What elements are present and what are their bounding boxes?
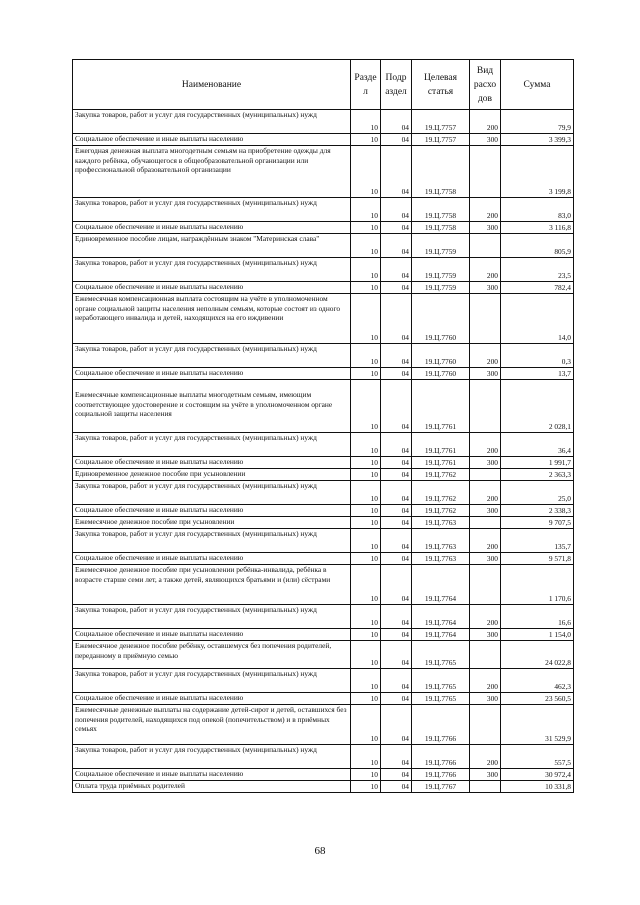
cell-razdel: 10: [351, 380, 381, 433]
table-row: [73, 745, 574, 769]
cell-podrazdel: 04: [381, 629, 412, 641]
cell-name: Ежегодная денежная выплата многодетным семьям на приобретение одежды для каждого ребёнка, обучающегося в общеобразовательной организации или профессиональной образовательной организации: [73, 146, 351, 198]
cell-tselevaya-statya: 19.Ц.7765: [412, 693, 470, 705]
table-row: [73, 110, 574, 134]
cell-razdel: 10: [351, 469, 381, 481]
cell-vid-raskhodov: [470, 294, 501, 344]
table-row: [73, 368, 574, 380]
cell-podrazdel: 04: [381, 282, 412, 294]
cell-name: Закупка товаров, работ и услуг для государственных (муниципальных) нужд: [73, 433, 351, 457]
cell-podrazdel: 04: [381, 565, 412, 605]
cell-podrazdel: 04: [381, 344, 412, 368]
cell-razdel: 10: [351, 745, 381, 769]
cell-summa: 83,0: [501, 198, 574, 222]
cell-summa: 10 331,8: [501, 781, 574, 793]
cell-summa: 25,0: [501, 481, 574, 505]
cell-tselevaya-statya: 19.Ц.7764: [412, 629, 470, 641]
table-row: [73, 258, 574, 282]
cell-vid-raskhodov: 300: [470, 769, 501, 781]
cell-podrazdel: 04: [381, 481, 412, 505]
cell-vid-raskhodov: [470, 705, 501, 745]
header-name: Наименование: [73, 60, 351, 110]
cell-name: Ежемесячное денежное пособие при усыновлении: [73, 517, 351, 529]
cell-razdel: 10: [351, 781, 381, 793]
cell-vid-raskhodov: 300: [470, 505, 501, 517]
cell-vid-raskhodov: 300: [470, 629, 501, 641]
cell-tselevaya-statya: 19.Ц.7764: [412, 605, 470, 629]
header-tselevaya-statya: Целевая статья: [412, 60, 470, 110]
cell-summa: 16,6: [501, 605, 574, 629]
cell-podrazdel: 04: [381, 781, 412, 793]
cell-tselevaya-statya: 19.Ц.7762: [412, 481, 470, 505]
cell-tselevaya-statya: 19.Ц.7761: [412, 457, 470, 469]
cell-tselevaya-statya: 19.Ц.7758: [412, 198, 470, 222]
cell-razdel: 10: [351, 517, 381, 529]
cell-name: Социальное обеспечение и иные выплаты населению: [73, 368, 351, 380]
table-row: [73, 433, 574, 457]
cell-name: Социальное обеспечение и иные выплаты населению: [73, 769, 351, 781]
cell-name: Социальное обеспечение и иные выплаты населению: [73, 693, 351, 705]
table-row: [73, 198, 574, 222]
cell-podrazdel: 04: [381, 641, 412, 669]
cell-podrazdel: 04: [381, 380, 412, 433]
cell-name: Единовременное пособие лицам, награждённым знаком "Материнская слава": [73, 234, 351, 258]
cell-summa: 1 154,0: [501, 629, 574, 641]
table-row: [73, 344, 574, 368]
cell-razdel: 10: [351, 481, 381, 505]
cell-name: Закупка товаров, работ и услуг для государственных (муниципальных) нужд: [73, 529, 351, 553]
cell-tselevaya-statya: 19.Ц.7766: [412, 745, 470, 769]
cell-vid-raskhodov: 200: [470, 433, 501, 457]
cell-podrazdel: 04: [381, 529, 412, 553]
cell-tselevaya-statya: 19.Ц.7762: [412, 469, 470, 481]
table-row: [73, 380, 574, 433]
cell-summa: 557,5: [501, 745, 574, 769]
cell-tselevaya-statya: 19.Ц.7766: [412, 705, 470, 745]
cell-summa: 805,9: [501, 234, 574, 258]
table-row: [73, 294, 574, 344]
table-row: [73, 505, 574, 517]
cell-tselevaya-statya: 19.Ц.7758: [412, 146, 470, 198]
cell-podrazdel: 04: [381, 705, 412, 745]
table-row: [73, 146, 574, 198]
cell-podrazdel: 04: [381, 234, 412, 258]
cell-vid-raskhodov: 200: [470, 745, 501, 769]
cell-vid-raskhodov: [470, 517, 501, 529]
cell-name: Оплата труда приёмных родителей: [73, 781, 351, 793]
cell-razdel: 10: [351, 505, 381, 517]
cell-razdel: 10: [351, 529, 381, 553]
table-row: [73, 605, 574, 629]
budget-table: [72, 59, 574, 793]
table-row: [73, 553, 574, 565]
cell-tselevaya-statya: 19.Ц.7759: [412, 234, 470, 258]
cell-tselevaya-statya: 19.Ц.7760: [412, 368, 470, 380]
cell-vid-raskhodov: 200: [470, 110, 501, 134]
cell-vid-raskhodov: 200: [470, 669, 501, 693]
cell-summa: 1 991,7: [501, 457, 574, 469]
cell-podrazdel: 04: [381, 769, 412, 781]
cell-summa: 0,3: [501, 344, 574, 368]
cell-name: Социальное обеспечение и иные выплаты населению: [73, 629, 351, 641]
cell-vid-raskhodov: 200: [470, 605, 501, 629]
cell-tselevaya-statya: 19.Ц.7760: [412, 294, 470, 344]
table-row: [73, 641, 574, 669]
cell-vid-raskhodov: 200: [470, 344, 501, 368]
table-row: [73, 222, 574, 234]
table-row: [73, 234, 574, 258]
cell-name: Ежемесячное денежное пособие при усыновлении ребёнка-инвалида, ребёнка в возрасте старше семи лет, а также детей, являющихся братьями и (или) сёстрами: [73, 565, 351, 605]
cell-name: Социальное обеспечение и иные выплаты населению: [73, 457, 351, 469]
cell-vid-raskhodov: 200: [470, 198, 501, 222]
cell-summa: 462,3: [501, 669, 574, 693]
cell-summa: 2 363,3: [501, 469, 574, 481]
cell-tselevaya-statya: 19.Ц.7761: [412, 380, 470, 433]
cell-podrazdel: 04: [381, 517, 412, 529]
cell-razdel: 10: [351, 294, 381, 344]
cell-podrazdel: 04: [381, 368, 412, 380]
cell-podrazdel: 04: [381, 605, 412, 629]
cell-summa: 79,9: [501, 110, 574, 134]
page-number: 68: [314, 845, 326, 857]
cell-name: Социальное обеспечение и иные выплаты населению: [73, 553, 351, 565]
cell-podrazdel: 04: [381, 134, 412, 146]
cell-podrazdel: 04: [381, 433, 412, 457]
cell-razdel: 10: [351, 565, 381, 605]
cell-name: Социальное обеспечение и иные выплаты населению: [73, 282, 351, 294]
cell-vid-raskhodov: 300: [470, 134, 501, 146]
cell-vid-raskhodov: 200: [470, 258, 501, 282]
cell-vid-raskhodov: 300: [470, 282, 501, 294]
cell-tselevaya-statya: 19.Ц.7767: [412, 781, 470, 793]
cell-name: Закупка товаров, работ и услуг для государственных (муниципальных) нужд: [73, 481, 351, 505]
cell-name: Закупка товаров, работ и услуг для государственных (муниципальных) нужд: [73, 669, 351, 693]
cell-summa: 3 199,8: [501, 146, 574, 198]
cell-razdel: 10: [351, 629, 381, 641]
cell-podrazdel: 04: [381, 198, 412, 222]
cell-vid-raskhodov: 300: [470, 368, 501, 380]
cell-name: Социальное обеспечение и иные выплаты населению: [73, 505, 351, 517]
cell-name: Закупка товаров, работ и услуг для государственных (муниципальных) нужд: [73, 198, 351, 222]
header-razdel: Разде л: [351, 60, 381, 110]
cell-razdel: 10: [351, 669, 381, 693]
cell-razdel: 10: [351, 258, 381, 282]
cell-razdel: 10: [351, 769, 381, 781]
cell-razdel: 10: [351, 705, 381, 745]
cell-podrazdel: 04: [381, 669, 412, 693]
cell-razdel: 10: [351, 605, 381, 629]
cell-vid-raskhodov: 200: [470, 529, 501, 553]
table-row: [73, 565, 574, 605]
table-row: [73, 781, 574, 793]
cell-razdel: 10: [351, 110, 381, 134]
table-row: [73, 282, 574, 294]
cell-summa: 23,5: [501, 258, 574, 282]
cell-tselevaya-statya: 19.Ц.7760: [412, 344, 470, 368]
cell-name: Закупка товаров, работ и услуг для государственных (муниципальных) нужд: [73, 110, 351, 134]
cell-vid-raskhodov: [470, 565, 501, 605]
cell-name: Закупка товаров, работ и услуг для государственных (муниципальных) нужд: [73, 258, 351, 282]
cell-vid-raskhodov: 300: [470, 693, 501, 705]
cell-tselevaya-statya: 19.Ц.7762: [412, 505, 470, 517]
table-header: [73, 60, 574, 110]
cell-razdel: 10: [351, 146, 381, 198]
cell-vid-raskhodov: 300: [470, 222, 501, 234]
cell-razdel: 10: [351, 457, 381, 469]
cell-razdel: 10: [351, 553, 381, 565]
cell-tselevaya-statya: 19.Ц.7763: [412, 517, 470, 529]
cell-vid-raskhodov: [470, 146, 501, 198]
table-row: [73, 693, 574, 705]
cell-tselevaya-statya: 19.Ц.7758: [412, 222, 470, 234]
cell-tselevaya-statya: 19.Ц.7765: [412, 669, 470, 693]
table-row: [73, 457, 574, 469]
table-body: [73, 110, 574, 793]
table-row: [73, 669, 574, 693]
cell-vid-raskhodov: [470, 234, 501, 258]
cell-summa: 3 399,3: [501, 134, 574, 146]
table-row: [73, 469, 574, 481]
cell-summa: 782,4: [501, 282, 574, 294]
cell-razdel: 10: [351, 234, 381, 258]
cell-summa: 9 571,8: [501, 553, 574, 565]
cell-tselevaya-statya: 19.Ц.7757: [412, 110, 470, 134]
cell-summa: 2 338,3: [501, 505, 574, 517]
cell-summa: 13,7: [501, 368, 574, 380]
cell-summa: 1 170,6: [501, 565, 574, 605]
cell-vid-raskhodov: [470, 469, 501, 481]
cell-summa: 23 560,5: [501, 693, 574, 705]
cell-vid-raskhodov: [470, 380, 501, 433]
cell-razdel: 10: [351, 344, 381, 368]
header-summa: Сумма: [501, 60, 574, 110]
cell-tselevaya-statya: 19.Ц.7763: [412, 529, 470, 553]
table-row: [73, 529, 574, 553]
cell-razdel: 10: [351, 433, 381, 457]
cell-vid-raskhodov: 300: [470, 457, 501, 469]
cell-summa: 31 529,9: [501, 705, 574, 745]
cell-name: Социальное обеспечение и иные выплаты населению: [73, 222, 351, 234]
cell-name: Ежемесячные компенсационные выплаты многодетным семьям, имеющим соответствующее удостоверение и состоящим на учёте в уполномоченном органе социальной защиты населения: [73, 380, 351, 433]
cell-razdel: 10: [351, 368, 381, 380]
cell-tselevaya-statya: 19.Ц.7757: [412, 134, 470, 146]
cell-summa: 135,7: [501, 529, 574, 553]
cell-vid-raskhodov: 200: [470, 481, 501, 505]
header-row: [73, 60, 574, 110]
cell-summa: 3 116,8: [501, 222, 574, 234]
cell-name: Закупка товаров, работ и услуг для государственных (муниципальных) нужд: [73, 605, 351, 629]
cell-name: Закупка товаров, работ и услуг для государственных (муниципальных) нужд: [73, 344, 351, 368]
cell-podrazdel: 04: [381, 294, 412, 344]
cell-summa: 24 022,8: [501, 641, 574, 669]
cell-podrazdel: 04: [381, 745, 412, 769]
cell-summa: 2 028,1: [501, 380, 574, 433]
table-row: [73, 705, 574, 745]
cell-tselevaya-statya: 19.Ц.7759: [412, 282, 470, 294]
cell-tselevaya-statya: 19.Ц.7759: [412, 258, 470, 282]
cell-podrazdel: 04: [381, 457, 412, 469]
cell-name: Социальное обеспечение и иные выплаты населению: [73, 134, 351, 146]
cell-podrazdel: 04: [381, 258, 412, 282]
cell-tselevaya-statya: 19.Ц.7765: [412, 641, 470, 669]
cell-razdel: 10: [351, 134, 381, 146]
header-vid-raskhodov: Вид расхо дов: [470, 60, 501, 110]
table-row: [73, 481, 574, 505]
cell-summa: 30 972,4: [501, 769, 574, 781]
cell-razdel: 10: [351, 222, 381, 234]
cell-razdel: 10: [351, 282, 381, 294]
header-podrazdel: Подр аздел: [381, 60, 412, 110]
cell-summa: 9 707,5: [501, 517, 574, 529]
cell-name: Единовременное денежное пособие при усыновлении: [73, 469, 351, 481]
table-row: [73, 769, 574, 781]
cell-tselevaya-statya: 19.Ц.7764: [412, 565, 470, 605]
cell-podrazdel: 04: [381, 469, 412, 481]
cell-razdel: 10: [351, 198, 381, 222]
cell-name: Закупка товаров, работ и услуг для государственных (муниципальных) нужд: [73, 745, 351, 769]
cell-tselevaya-statya: 19.Ц.7761: [412, 433, 470, 457]
cell-podrazdel: 04: [381, 505, 412, 517]
cell-tselevaya-statya: 19.Ц.7763: [412, 553, 470, 565]
cell-podrazdel: 04: [381, 553, 412, 565]
cell-vid-raskhodov: 300: [470, 553, 501, 565]
cell-tselevaya-statya: 19.Ц.7766: [412, 769, 470, 781]
cell-name: Ежемесячная компенсационная выплата состоящим на учёте в уполномоченном органе социальной защиты населения неполным семьям, которые состоят из одного неработающего инвалида и детей, находящихся на его иждивении: [73, 294, 351, 344]
cell-podrazdel: 04: [381, 222, 412, 234]
cell-summa: 36,4: [501, 433, 574, 457]
cell-name: Ежемесячные денежные выплаты на содержание детей-сирот и детей, оставшихся без попечения родителей, находящихся под опекой (попечительством) и в приёмных семьях: [73, 705, 351, 745]
cell-podrazdel: 04: [381, 693, 412, 705]
cell-summa: 14,0: [501, 294, 574, 344]
cell-vid-raskhodov: [470, 641, 501, 669]
cell-podrazdel: 04: [381, 110, 412, 134]
table-row: [73, 134, 574, 146]
cell-vid-raskhodov: [470, 781, 501, 793]
table-row: [73, 517, 574, 529]
cell-razdel: 10: [351, 693, 381, 705]
cell-razdel: 10: [351, 641, 381, 669]
table-row: [73, 629, 574, 641]
cell-name: Ежемесячное денежное пособие ребёнку, оставшемуся без попечения родителей, переданному в приёмную семью: [73, 641, 351, 669]
cell-podrazdel: 04: [381, 146, 412, 198]
